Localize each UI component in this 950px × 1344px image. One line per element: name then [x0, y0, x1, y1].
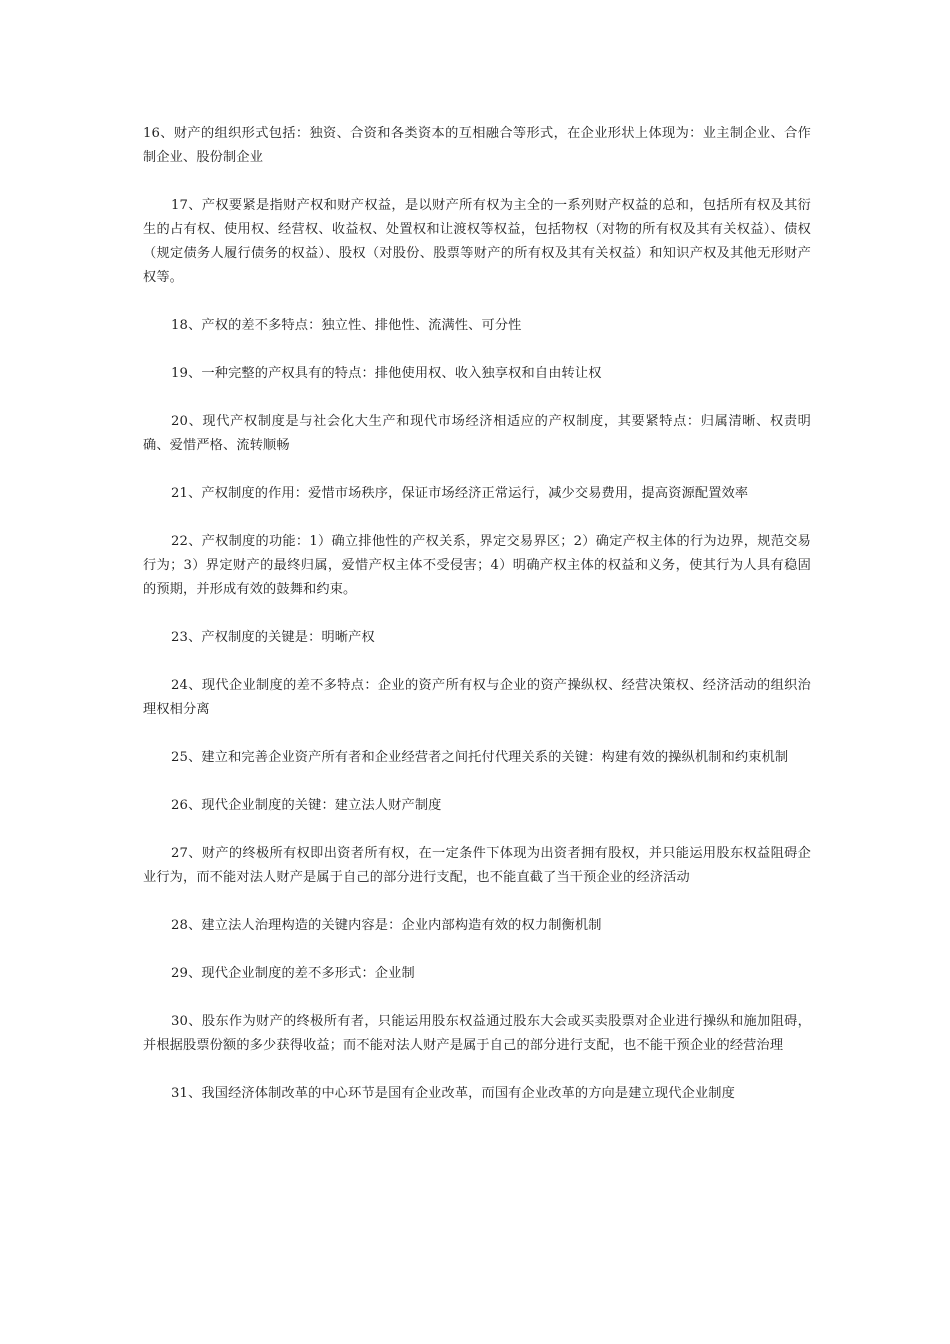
- paragraph-23: 23、产权制度的关键是：明晰产权: [171, 630, 375, 645]
- paragraph-25: 25、建立和完善企业资产所有者和企业经营者之间托付代理关系的关键：构建有效的操纵机制和约束机制: [171, 750, 789, 765]
- paragraph-30: 30、股东作为财产的终极所有者，只能运用股东权益通过股东大会或买卖股票对企业进行操纵和施加阻碍，并根据股票份额的多少获得收益；而不能对法人财产是属于自己的部分进行支配，也不能干预企业的经营治理: [143, 1014, 811, 1053]
- document-body: [143, 122, 811, 1130]
- paragraph-18: 18、产权的差不多特点：独立性、排他性、流满性、可分性: [171, 318, 522, 333]
- paragraph-24: 24、现代企业制度的差不多特点：企业的资产所有权与企业的资产操纵权、经营决策权、经济活动的组织治理权相分离: [143, 678, 811, 717]
- paragraph-27: 27、财产的终极所有权即出资者所有权，在一定条件下体现为出资者拥有股权，并只能运用股东权益阻碍企业行为，而不能对法人财产是属于自己的部分进行支配，也不能直截了当干预企业的经济活动: [143, 846, 811, 885]
- paragraph-28: 28、建立法人治理构造的关键内容是：企业内部构造有效的权力制衡机制: [171, 918, 602, 933]
- paragraph-31: 31、我国经济体制改革的中心环节是国有企业改革，而国有企业改革的方向是建立现代企业制度: [171, 1086, 735, 1101]
- paragraph-29: 29、现代企业制度的差不多形式：企业制: [171, 966, 415, 981]
- paragraph-22: 22、产权制度的功能：1）确立排他性的产权关系，界定交易界区；2）确定产权主体的行为边界，规范交易行为；3）界定财产的最终归属，爱惜产权主体不受侵害；4）明确产权主体的权益和义务，使其行为人具有稳固的预期，并形成有效的鼓舞和约束。: [143, 534, 811, 597]
- paragraph-17: 17、产权要紧是指财产权和财产权益，是以财产所有权为主全的一系列财产权益的总和，包括所有权及其衍生的占有权、使用权、经营权、收益权、处置权和让渡权等权益，包括物权（对物的所有权及其有关权益）、债权（规定债务人履行债务的权益）、股权（对股份、股票等财产的所有权及其有关权益）和知识产权及其他无形财产权等。: [143, 198, 811, 285]
- paragraph-20: 20、现代产权制度是与社会化大生产和现代市场经济相适应的产权制度，其要紧特点：归属清晰、权责明确、爱惜严格、流转顺畅: [143, 414, 811, 453]
- paragraph-16: 16、财产的组织形式包括：独资、合资和各类资本的互相融合等形式，在企业形状上体现为：业主制企业、合作制企业、股份制企业: [143, 126, 811, 165]
- paragraph-21: 21、产权制度的作用：爱惜市场秩序，保证市场经济正常运行，减少交易费用，提高资源配置效率: [171, 486, 749, 501]
- paragraph-26: 26、现代企业制度的关键：建立法人财产制度: [171, 798, 442, 813]
- paragraph-19: 19、一种完整的产权具有的特点：排他使用权、收入独享权和自由转让权: [171, 366, 602, 381]
